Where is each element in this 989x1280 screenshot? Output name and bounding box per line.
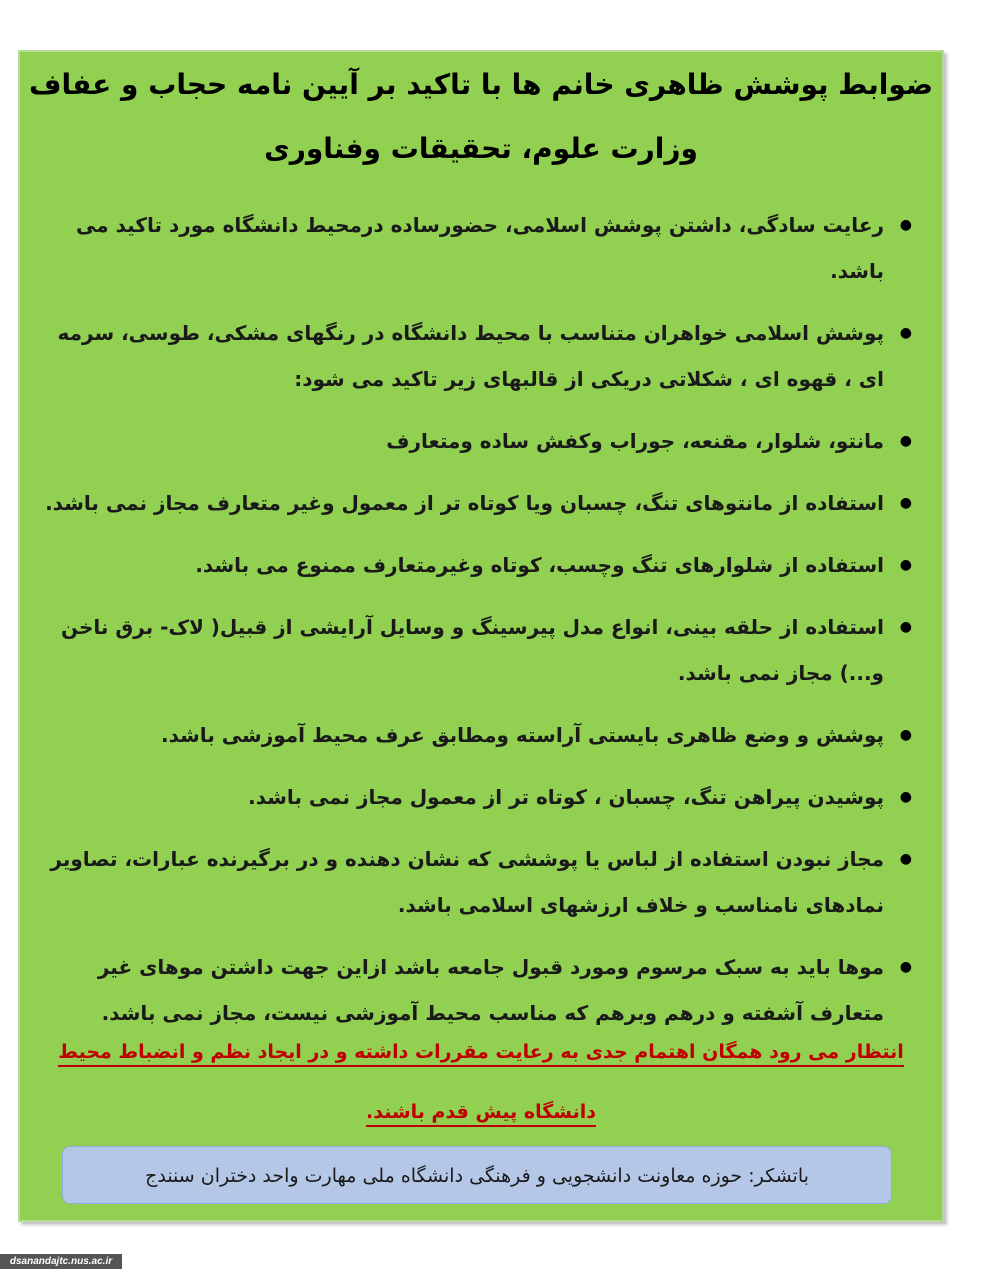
list-item: [34, 836, 912, 928]
bullet-icon: ●: [899, 619, 912, 635]
list-item: [34, 418, 912, 464]
bullet-icon: ●: [899, 789, 912, 805]
list-item: [34, 774, 912, 820]
rule-text: رعایت سادگی، داشتن پوشش اسلامی، حضورساده درمحیط دانشگاه مورد تاکید می باشد.: [76, 213, 884, 283]
rule-text: استفاده از مانتوهای تنگ، چسبان ویا کوتاه تر از معمول وغیر متعارف مجاز نمی باشد.: [45, 491, 884, 515]
rule-text: پوشیدن پیراهن تنگ، چسبان ، کوتاه تر از معمول مجاز نمی باشد.: [248, 785, 884, 809]
rule-text: مانتو، شلوار، مقنعه، جوراب وکفش ساده ومتعارف: [386, 429, 884, 453]
credit-box: باتشکر: حوزه معاونت دانشجویی و فرهنگی دانشگاه ملی مهارت واحد دختران سنندج: [62, 1146, 892, 1204]
rule-text: استفاده از شلوارهای تنگ وچسب، کوتاه وغیرمتعارف ممنوع می باشد.: [195, 553, 884, 577]
list-item: [34, 542, 912, 588]
rule-text: موها باید به سبک مرسوم ومورد قبول جامعه باشد ازاین جهت داشتن موهای غیر متعارف آشفته و درهم وبرهم که مناسب محیط آموزشی نیست، مجاز نمی باشد.: [97, 955, 884, 1025]
notice-panel: [18, 50, 944, 1222]
rule-text: پوشش و وضع ظاهری بایستی آراسته ومطابق عرف محیط آموزشی باشد.: [160, 723, 884, 747]
list-item: [34, 712, 912, 758]
bullet-icon: ●: [899, 557, 912, 573]
bullet-icon: ●: [899, 727, 912, 743]
rule-text: پوشش اسلامی خواهران متناسب با محیط دانشگاه در رنگهای مشکی، طوسی، سرمه ای ، قهوه ای ، شکلاتی دریکی از قالبهای زیر تاکید می شود:: [57, 321, 884, 391]
bullet-icon: ●: [899, 959, 912, 975]
page-title: ضوابط پوشش ظاهری خانم ها با تاکید بر آیین نامه حجاب و عفاف: [28, 68, 934, 101]
page-subtitle: وزارت علوم، تحقیقات وفناوری: [264, 132, 698, 165]
footer-url-bar: dsanandajtc.nus.ac.ir: [0, 1254, 122, 1269]
bullet-icon: ●: [899, 325, 912, 341]
notice-text: [50, 1022, 912, 1142]
list-item: [34, 480, 912, 526]
list-item: [34, 202, 912, 294]
bullet-icon: ●: [899, 495, 912, 511]
notice-underlined: انتظار می رود همگان اهتمام جدی به رعایت مقررات داشته و در ایجاد نظم و انضباط محیط دانشگاه پیش قدم باشند.: [58, 1041, 904, 1127]
bullet-icon: ●: [899, 433, 912, 449]
bullet-icon: ●: [899, 851, 912, 867]
list-item: [34, 604, 912, 696]
rule-text: استفاده از حلقه بینی، انواع مدل پیرسینگ و وسایل آرایشی از قبیل( لاک- برق ناخن و...) مجاز نمی باشد.: [60, 615, 884, 685]
rule-text: مجاز نبودن استفاده از لباس یا پوششی که نشان دهنده و در برگیرنده عبارات، تصاویر نمادهای نامناسب و خلاف ارزشهای اسلامی باشد.: [50, 847, 884, 917]
list-item: [34, 310, 912, 402]
bullet-icon: ●: [899, 217, 912, 233]
rules-list: [34, 202, 912, 1052]
